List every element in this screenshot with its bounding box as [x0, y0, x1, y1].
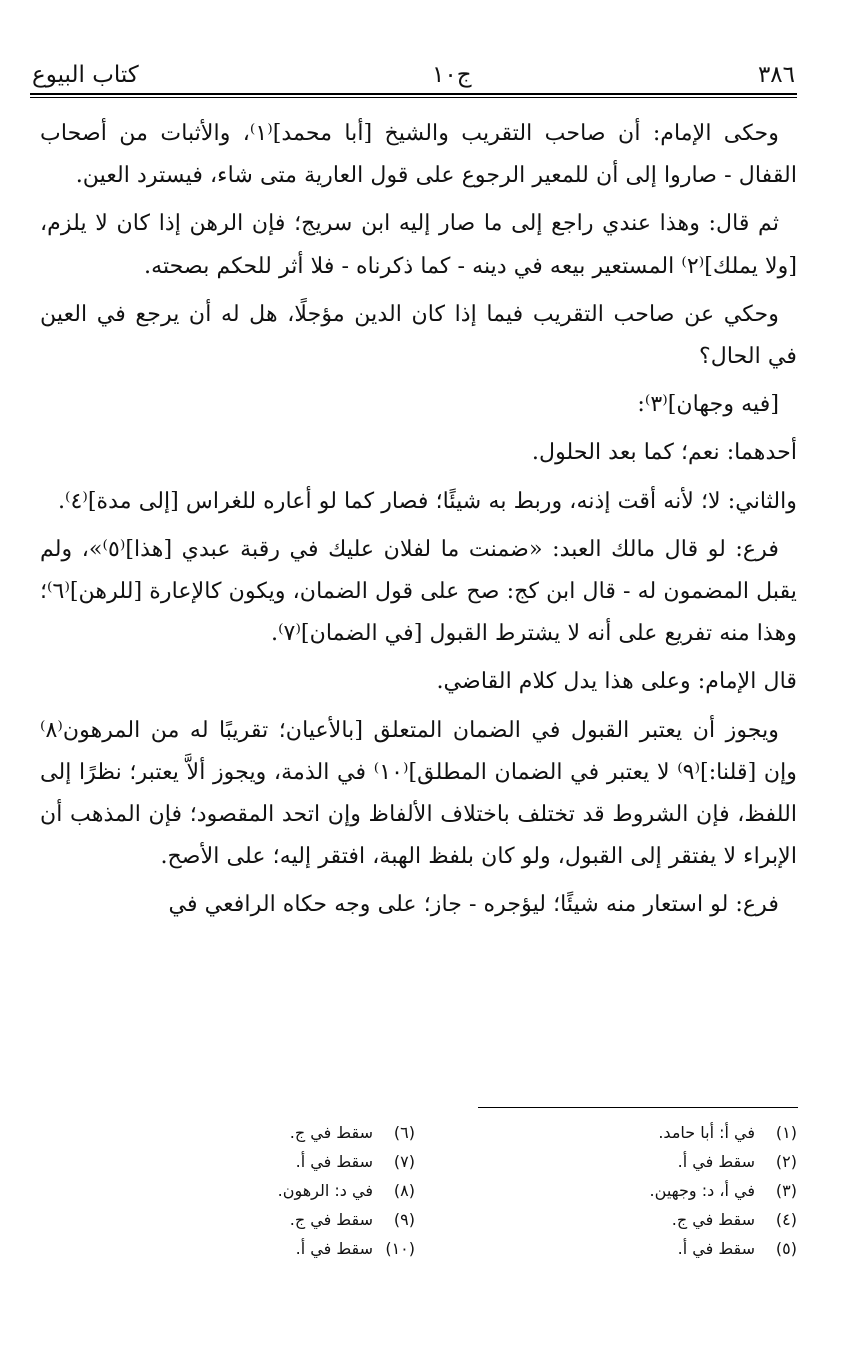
footnote-text: سقط في ج. [289, 1210, 373, 1229]
footnote [115, 1147, 415, 1176]
paragraph: وحكي عن صاحب التقريب فيما إذا كان الدين مؤجلًا، هل له أن يرجع في العين في الحال؟ [40, 300, 797, 370]
footnote-number: (٨) [393, 1181, 415, 1200]
footnote [115, 1118, 415, 1147]
footnote-text: سقط في أ. [295, 1239, 373, 1258]
footnote [497, 1205, 797, 1234]
footnote-text: في أ، د: وجهين. [649, 1181, 755, 1200]
header-rule-thin [30, 97, 797, 98]
footnote-text: في أ: أبا حامد. [658, 1123, 755, 1142]
footnote [115, 1234, 415, 1263]
page-number: ٣٨٦ [757, 62, 795, 88]
footnote-text: سقط في أ. [677, 1239, 755, 1258]
paragraph: ويجوز أن يعتبر القبول في الضمان المتعلق [بالأعيان؛ تقريبًا له من المرهون⁽٨⁾ وإن [قلنا:]⁽٩⁾ لا يعتبر في الضمان المطلق]⁽١٠⁾ في الذمة، ويجوز ألاَّ يعتبر؛ نظرًا إلى اللفظ، فإن الشروط قد تختلف باختلاف الألفاظ وإن اتحد المقصود؛ فإن المذهب أن الإبراء لا يفتقر إلى القبول، ولو كان بلفظ الهبة، افتقر إليه؛ على الأصح. [40, 716, 798, 870]
paragraph: قال الإمام: وعلى هذا يدل كلام القاضي. [436, 668, 797, 695]
footnote-text: سقط في أ. [295, 1152, 373, 1171]
paragraph: وحكى الإمام: أن صاحب التقريب والشيخ [أبا محمد]⁽١⁾، والأثبات من أصحاب القفال - صاروا إلى أن للمعير الرجوع على قول العارية متى شاء، فيسترد العين. [40, 120, 797, 189]
book-title: كتاب البيوع [32, 62, 139, 88]
footnotes-right-column [497, 1118, 797, 1263]
footnote-number: (٦) [393, 1123, 415, 1142]
footnotes-left-column [115, 1118, 415, 1263]
paragraph: أحدهما: نعم؛ كما بعد الحلول. [531, 439, 797, 466]
footnote-separator [478, 1107, 798, 1108]
footnote [115, 1176, 415, 1205]
main-text [40, 112, 797, 932]
footnote-number: (٥) [775, 1239, 797, 1258]
footnote-number: (٣) [775, 1181, 797, 1200]
footnote-number: (١٠) [385, 1239, 415, 1258]
page-header [32, 58, 795, 92]
footnote-text: سقط في ج. [671, 1210, 755, 1229]
footnote-text: سقط في أ. [677, 1152, 755, 1171]
footnote [497, 1118, 797, 1147]
paragraph: فرع: لو قال مالك العبد: «ضمنت ما لفلان عليك في رقبة عبدي [هذا]⁽٥⁾»، ولم يقبل المضمون له - قال ابن كج: صح على قول الضمان، ويكون كالإعارة [للرهن]⁽٦⁾؛ وهذا منه تفريع على أنه لا يشترط القبول [في الضمان]⁽٧⁾. [40, 535, 797, 647]
footnote [497, 1176, 797, 1205]
paragraph: والثاني: لا؛ لأنه أقت إذنه، وربط به شيئًا؛ فصار كما لو أعاره للغراس [إلى مدة]⁽٤⁾. [57, 487, 797, 514]
footnote-text: سقط في ج. [289, 1123, 373, 1142]
footnote [497, 1234, 797, 1263]
footnote-number: (١) [775, 1123, 797, 1142]
footnote-text: في د: الرهون. [277, 1181, 373, 1200]
footnote-number: (٩) [393, 1210, 415, 1229]
footnote-number: (٢) [775, 1152, 797, 1171]
footnote-number: (٤) [775, 1210, 797, 1229]
volume-label: ج١٠ [432, 62, 472, 88]
footnote [115, 1205, 415, 1234]
footnote-number: (٧) [393, 1152, 415, 1171]
footnote [497, 1147, 797, 1176]
paragraph: ثم قال: وهذا عندي راجع إلى ما صار إليه ابن سريج؛ فإن الرهن إذا كان لا يلزم، [ولا يملك]⁽٢⁾ المستعير بيعه في دينه - كما ذكرناه - فلا أثر للحكم بصحته. [40, 210, 797, 279]
header-rule [30, 93, 797, 95]
paragraph: فرع: لو استعار منه شيئًا؛ ليؤجره - جاز؛ على وجه حكاه الرافعي في [168, 891, 779, 918]
paragraph: [فيه وجهان]⁽٣⁾: [637, 391, 779, 418]
